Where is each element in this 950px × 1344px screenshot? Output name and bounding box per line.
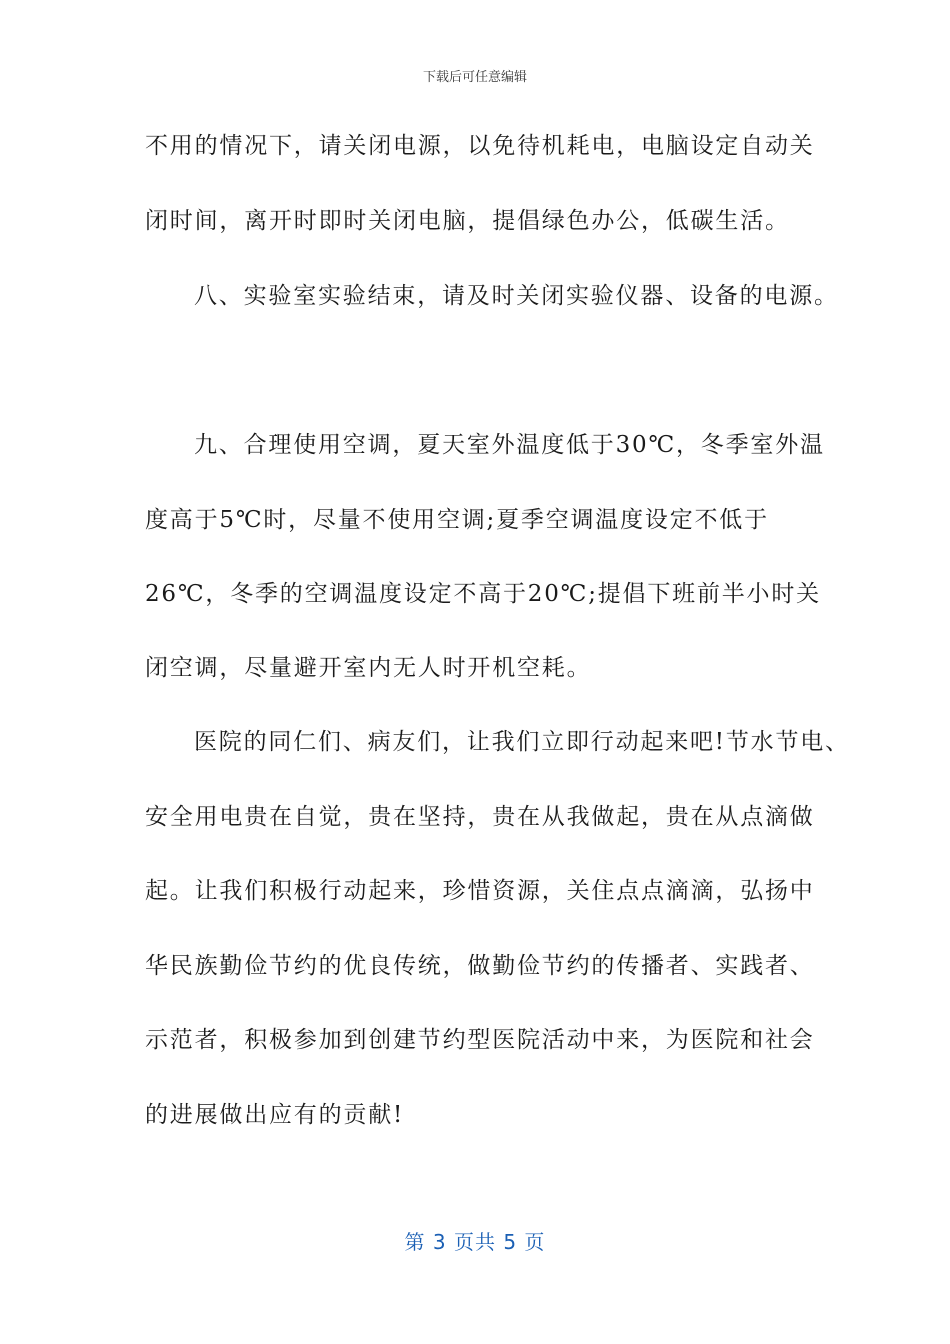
paragraph-line: 八、实验室实验结束，请及时关闭实验仪器、设备的电源。	[194, 283, 839, 309]
paragraph-line: 闭空调，尽量避开室内无人时开机空耗。	[145, 655, 592, 681]
paragraph-line: 度高于5℃时，尽量不使用空调;夏季空调温度设定不低于	[145, 507, 769, 533]
paragraph-line: 九、合理使用空调，夏天室外温度低于30℃，冬季室外温	[194, 432, 825, 458]
page-header-note: 下载后可任意编辑	[422, 70, 527, 85]
paragraph-line: 的进展做出应有的贡献!	[145, 1102, 405, 1128]
paragraph-line: 华民族勤俭节约的优良传统，做勤俭节约的传播者、实践者、	[145, 953, 815, 979]
paragraph-line: 医院的同仁们、病友们，让我们立即行动起来吧!节水节电、	[194, 729, 850, 755]
paragraph-line: 26℃，冬季的空调温度设定不高于20℃;提倡下班前半小时关	[145, 581, 821, 607]
paragraph-line: 起。让我们积极行动起来，珍惜资源，关住点点滴滴，弘扬中	[145, 878, 815, 904]
paragraph-line: 示范者，积极参加到创建节约型医院活动中来，为医院和社会	[145, 1027, 815, 1053]
page-number-footer: 第 3 页共 5 页	[404, 1230, 546, 1254]
paragraph-line: 安全用电贵在自觉，贵在坚持，贵在从我做起，贵在从点滴做	[145, 804, 815, 830]
paragraph-line: 不用的情况下，请关闭电源，以免待机耗电，电脑设定自动关	[145, 133, 815, 159]
paragraph-line: 闭时间，离开时即时关闭电脑，提倡绿色办公，低碳生活。	[145, 208, 790, 234]
